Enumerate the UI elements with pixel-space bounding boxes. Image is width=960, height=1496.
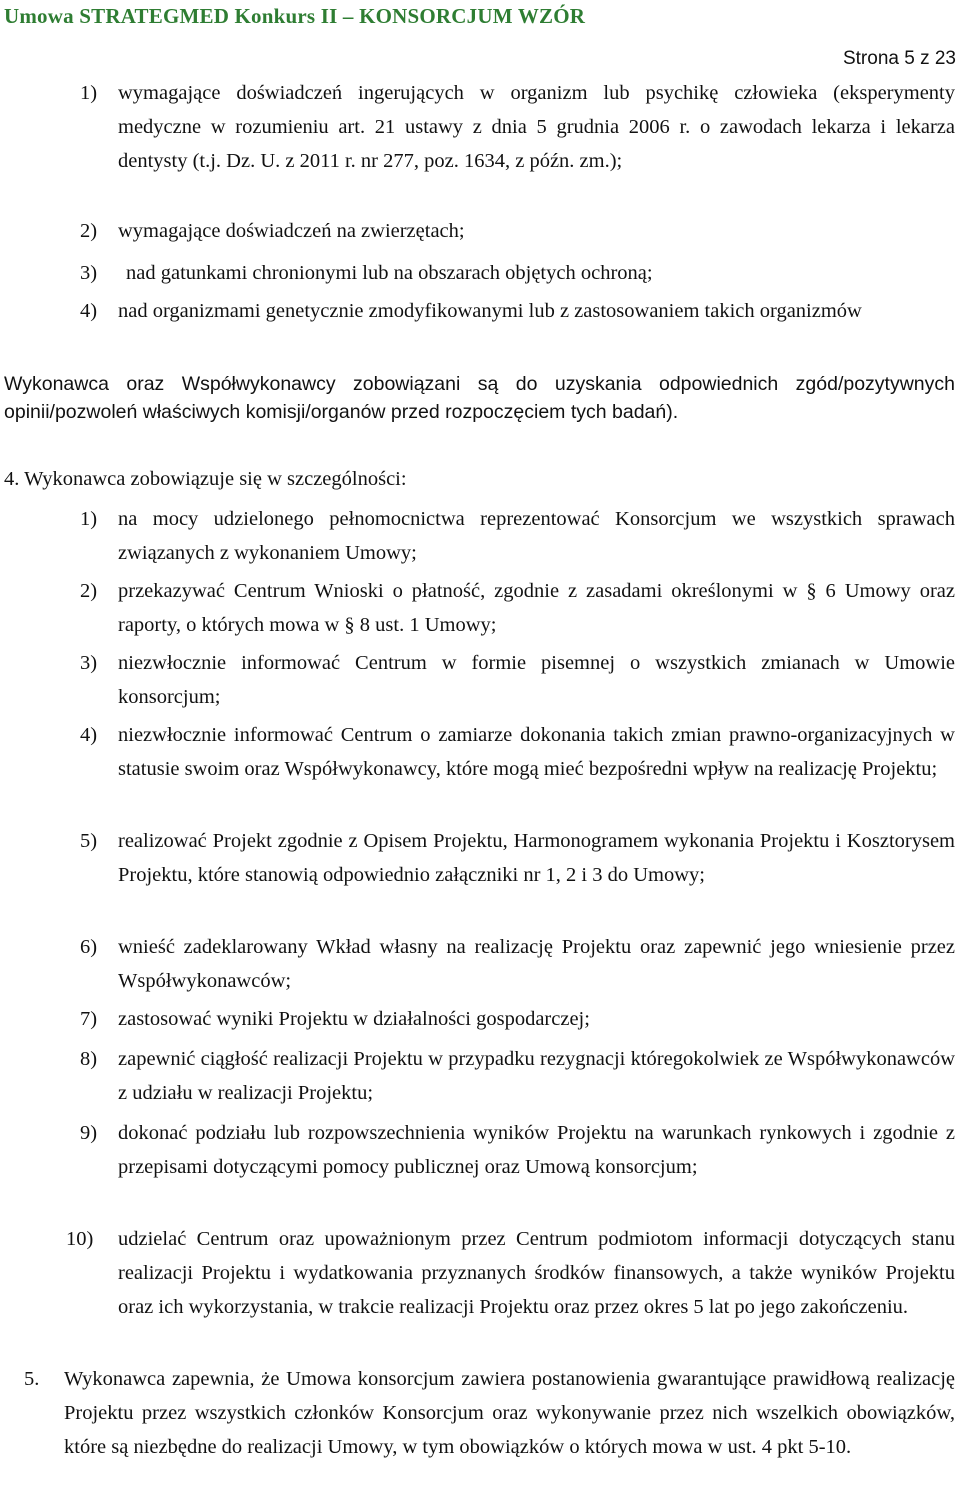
item-text: niezwłocznie informować Centrum w formie pisemnej o wszystkich zmianach w Umowie konsorcjum; — [118, 652, 955, 708]
list-item — [80, 214, 955, 248]
item-text: przekazywać Centrum Wnioski o płatność, zgodnie z zasadami określonymi w § 6 Umowy oraz raporty, o których mowa w § 8 ust. 1 Umowy; — [118, 580, 955, 636]
list-item — [80, 574, 955, 642]
list-item — [80, 646, 955, 714]
item-number: 9) — [80, 1122, 98, 1144]
item-number: 1) — [80, 508, 98, 530]
consent-paragraph: Wykonawca oraz Współwykonawcy zobowiązani są do uzyskania odpowiednich zgód/pozytywnych opinii/pozwoleń właściwych komisji/organów przed rozpoczęciem tych badań). — [4, 373, 955, 423]
list-item — [80, 256, 955, 290]
item-text: udzielać Centrum oraz upoważnionym przez Centrum podmiotom informacji dotyczących stanu realizacji Projektu i wydatkowania przyznanych środków finansowych, a także wyników Projektu oraz ich wykorzystania, w trakcie realizacji Projektu oraz przez okres 5 lat po jego zakończeniu. — [118, 1228, 955, 1318]
list-item — [80, 824, 955, 892]
item-number: 2) — [80, 220, 98, 242]
item-text: zapewnić ciągłość realizacji Projektu w przypadku rezygnacji któregokolwiek ze Współwykonawców z udziału w realizacji Projektu; — [118, 1048, 955, 1104]
item-number: 10) — [66, 1228, 94, 1250]
item-text: na mocy udzielonego pełnomocnictwa reprezentować Konsorcjum we wszystkich sprawach związanych z wykonaniem Umowy; — [118, 508, 955, 564]
item-text: nad organizmami genetycznie zmodyfikowanymi lub z zastosowaniem takich organizmów — [118, 300, 862, 322]
list-item — [80, 930, 955, 998]
list-item — [80, 1116, 955, 1184]
item-text: niezwłocznie informować Centrum o zamiarze dokonania takich zmian prawno-organizacyjnych w statusie swoim oraz Współwykonawcy, które mogą mieć bezpośredni wpływ na realizację Projektu; — [118, 724, 955, 780]
item-text: nad gatunkami chronionymi lub na obszarach objętych ochroną; — [126, 262, 653, 284]
item-number: 7) — [80, 1008, 98, 1030]
item-text: wymagające doświadczeń na zwierzętach; — [118, 220, 465, 242]
item-text: realizować Projekt zgodnie z Opisem Projektu, Harmonogramem wykonania Projektu i Kosztorysem Projektu, które stanowią odpowiednio załączniki nr 1, 2 i 3 do Umowy; — [118, 830, 955, 886]
item-text: zastosować wyniki Projektu w działalności gospodarczej; — [118, 1008, 590, 1030]
list-item — [80, 1002, 955, 1036]
section-4-lead: 4. Wykonawca zobowiązuje się w szczególności: — [4, 468, 407, 490]
list-item — [80, 718, 955, 786]
list-item — [80, 76, 955, 178]
item-text: wymagające doświadczeń ingerujących w organizm lub psychikę człowieka (eksperymenty medyczne w rozumieniu art. 21 ustawy z dnia 5 grudnia 2006 r. o zawodach lekarza i lekarza dentysty (t.j. Dz. U. z 2011 r. nr 277, poz. 1634, z późn. zm.); — [118, 82, 955, 172]
item-text: dokonać podziału lub rozpowszechnienia wyników Projektu na warunkach rynkowych i zgodnie z przepisami dotyczącymi pomocy publicznej oraz Umową konsorcjum; — [118, 1122, 955, 1178]
item-number: 4) — [80, 724, 98, 746]
item-number: 4) — [80, 300, 98, 322]
list-item — [80, 502, 955, 570]
list-item — [80, 294, 955, 328]
item-number: 2) — [80, 580, 98, 602]
section-number: 5. — [24, 1368, 40, 1390]
item-number: 3) — [80, 652, 98, 674]
document-title: Umowa STRATEGMED Konkurs II – KONSORCJUM WZÓR — [4, 4, 586, 28]
section-5 — [24, 1362, 955, 1464]
item-number: 3) — [80, 262, 98, 284]
item-number: 8) — [80, 1048, 98, 1070]
list-item — [66, 1222, 955, 1324]
item-number: 1) — [80, 82, 98, 104]
page-number: Strona 5 z 23 — [842, 48, 956, 69]
list-item — [80, 1042, 955, 1110]
section-text: Wykonawca zapewnia, że Umowa konsorcjum zawiera postanowienia gwarantujące prawidłową realizację Projektu przez wszystkich członków Konsorcjum oraz wykonywanie przez nich wszelkich obowiązków, które są niezbędne do realizacji Umowy, w tym obowiązków o których mowa w ust. 4 pkt 5-10. — [64, 1368, 955, 1458]
item-number: 6) — [80, 936, 98, 958]
item-text: wnieść zadeklarowany Wkład własny na realizację Projektu oraz zapewnić jego wniesienie przez Współwykonawców; — [118, 936, 955, 992]
item-number: 5) — [80, 830, 98, 852]
